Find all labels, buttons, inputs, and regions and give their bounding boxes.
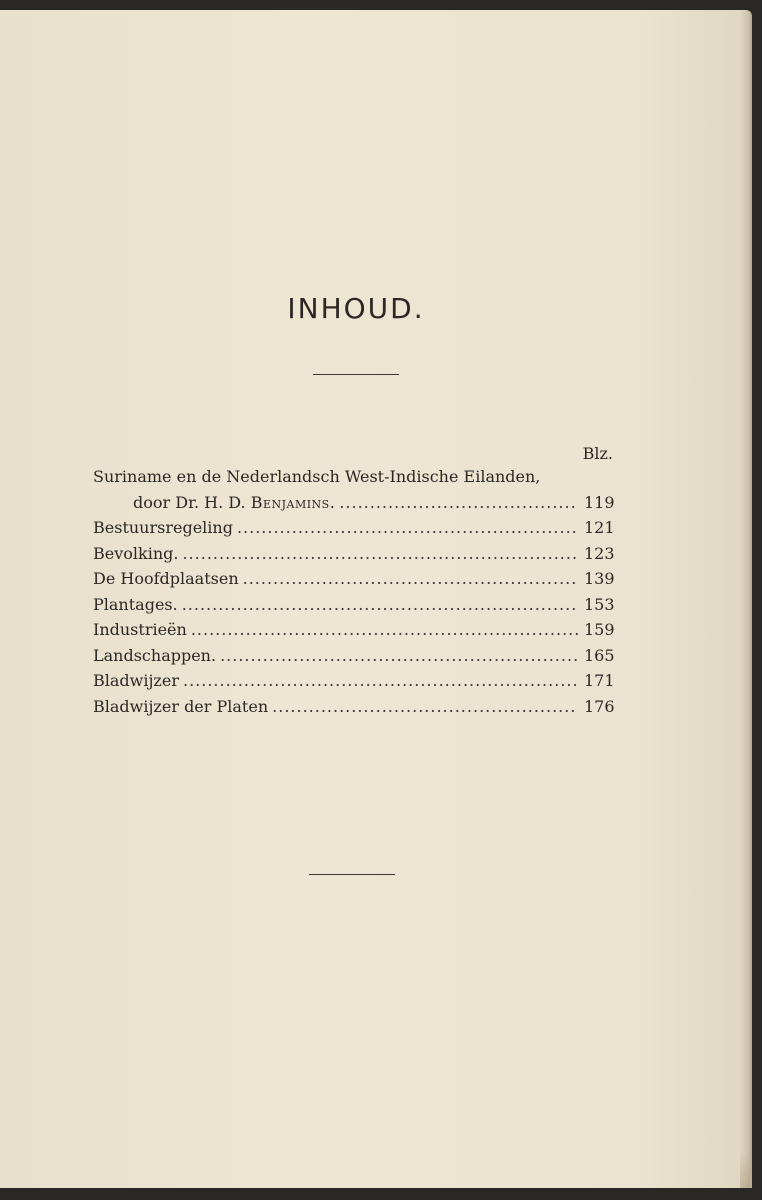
toc-entry-title: Bevolking. [93,543,179,563]
toc-entry-title: Industrieën [93,620,187,639]
toc-entry [93,620,614,646]
toc-entry-page: 119 [584,492,615,512]
dot-leader [237,518,578,537]
toc-entry-title: Plantages. [93,594,178,614]
dot-leader [182,544,578,563]
dot-leader [243,569,578,588]
toc-entry [93,467,614,493]
toc-entry-title: Bladwijzer der Platen [93,696,269,716]
bottom-divider [309,874,395,875]
toc-entry [93,595,614,621]
page-title: INHOUD. [287,292,425,325]
toc-entry [93,697,614,723]
toc-entry-title [133,493,335,512]
toc-entry [93,671,614,697]
page-corner-fold [740,1150,750,1188]
toc-entry-title: De Hoofdplaatsen [93,569,239,588]
page-column-header: Blz. [582,444,613,463]
toc-entry-title: Suriname en de Nederlandsch West-Indische Eilanden, [93,467,541,486]
toc-entry-page: 139 [584,569,615,588]
toc-entry-title: Bladwijzer [93,671,179,690]
book-page [0,10,752,1188]
toc-entry-page: 165 [584,645,615,665]
toc-entry-page: 121 [584,518,615,537]
toc-entry-title: Landschappen. [93,645,217,665]
toc-entry-author: Benjamins. [250,492,336,512]
toc-entry-prefix: door Dr. H. D. [133,492,251,512]
toc-entry [93,493,614,519]
dot-leader [183,671,578,690]
toc-entry-page: 123 [584,543,615,563]
table-of-contents [93,467,614,722]
toc-entry-page: 159 [584,620,615,639]
toc-entry-title: Bestuursregeling [93,518,233,537]
dot-leader [182,595,578,614]
dot-leader [191,620,578,639]
dot-leader [272,697,578,716]
toc-entry-page: 171 [584,671,615,690]
toc-entry-page: 176 [584,696,615,716]
title-divider [313,374,399,375]
dot-leader [220,646,578,665]
toc-entry [93,569,614,595]
toc-entry-page: 153 [584,594,615,614]
toc-entry [93,646,614,672]
dot-leader [339,493,578,512]
toc-entry [93,518,614,544]
page-edge-shadow [740,10,752,1188]
toc-entry [93,544,614,570]
